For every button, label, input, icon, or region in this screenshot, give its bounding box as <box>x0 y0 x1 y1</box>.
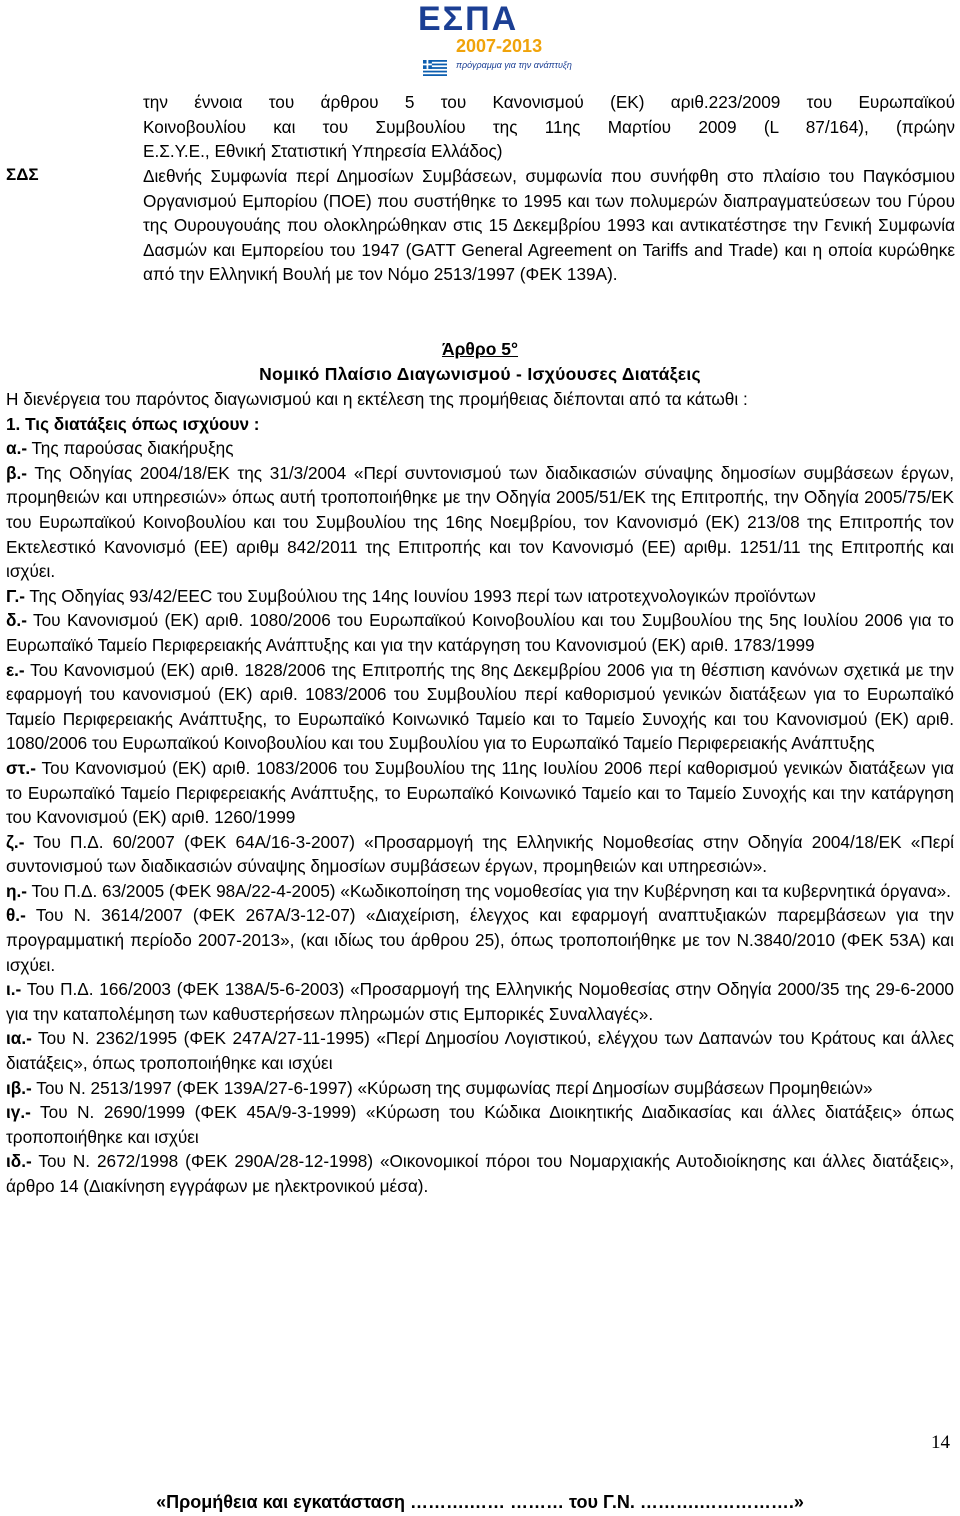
provision-text: Του Π.Δ. 166/2003 (ΦΕΚ 138Α/5-6-2003) «Προσαρμογή της Ελληνικής Νομοθεσίας στην Οδηγία 2000/35 της 29-6-2000 για την καταπολέμηση των καθυστερήσεων πληρωμών στις Εμπορικές Συναλλαγές». <box>6 979 954 1024</box>
provision-text: Του Κανονισμού (ΕΚ) αριθ. 1080/2006 του Ευρωπαϊκού Κοινοβουλίου και του Συμβουλίου της 5ης Ιουλίου 2006 για το Ευρωπαϊκό Ταμείο Περιφερειακής Ανάπτυξης και για την κατάργηση του Κανονισμού (ΕΚ) αριθ. 1783/1999 <box>6 610 954 655</box>
provision-label: ιγ.- <box>6 1102 31 1123</box>
provision-text: Της Οδηγίας 2004/18/ΕΚ της 31/3/2004 «Περί συντονισμού των διαδικασιών σύναψης δημοσίων συμβάσεων έργων, προμηθειών και υπηρεσιών» όπως αυτή τροποποιήθηκε με την Οδηγία 2005/51/ΕΚ της Επιτροπής, την Οδηγία 2005/75/ΕΚ του Ευρωπαϊκού Κοινοβουλίου και του Συμβουλίου της 16ης Νοεμβρίου, τον Κανονισμό (ΕΚ) 213/08 της Επιτροπής τον Εκτελεστικό Κανονισμό (ΕΕ) αριθμ 842/2011 της Επιτροπής και τον Κανονισμό (ΕΕ) αριθμ. 1251/11 της Επιτροπής και ισχύει. <box>6 462 954 582</box>
provision-text: Του Κανονισμού (ΕΚ) αριθ. 1828/2006 της Επιτροπής της 8ης Δεκεμβρίου 2006 για τη θέσπιση κανόνων σχετικά με την εφαρμογή του κανονισμού (ΕΚ) αριθ. 1083/2006 του Συμβουλίου περί καθορισμού γενικών διατάξεων για το Ευρωπαϊκό Ταμείο Περιφερειακής Ανάπτυξης, το Ευρωπαϊκό Κοινωνικό Ταμείο και το Ταμείο Συνοχής και του Κανονισμού (ΕΚ) αριθ. 1080/2006 του Ευρωπαϊκού Κοινοβουλίου και του Συμβουλίου για το Ευρωπαϊκό Ταμείο Περιφερειακής Ανάπτυξης <box>6 659 954 754</box>
provision-label: ιδ.- <box>6 1151 32 1172</box>
provision-text: Του Κανονισμού (ΕΚ) αριθ. 1083/2006 του Συμβουλίου της 11ης Ιουλίου 2006 περί καθορισμού γενικών διατάξεων για το Ευρωπαϊκό Ταμείο Περιφερειακής Ανάπτυξης, το Ευρωπαϊκό Κοινωνικό Ταμείο και το Ταμείο Συνοχής και την κατάργηση του Κανονισμού (ΕΚ) αριθ. 1260/1999 <box>6 757 954 828</box>
article-intro: Η διενέργεια του παρόντος διαγωνισμού και η εκτέλεση της προμήθειας διέπονται από τα κάτωθι : <box>6 389 748 409</box>
provision-text: Του Ν. 2672/1998 (ΦΕΚ 290Α/28-12-1998) «Οικονομικοί πόροι του Νομαρχιακής Αυτοδιοίκησης και άλλες διατάξεις», άρθρο 14 (Διακίνηση εγγράφων με ηλεκτρονικού μέσα). <box>6 1151 954 1196</box>
provision-label: ι.- <box>6 979 22 1000</box>
provision-label: ε.- <box>6 659 25 680</box>
definition-line-2: Κοινοβουλίου και του Συμβουλίου της 11ης Μαρτίου 2009 (L 87/164), (πρώην <box>143 116 955 137</box>
definition-line-1: την έννοια του άρθρου 5 του Κανονισμού (ΕΚ) αριθ.223/2009 του Ευρωπαϊκού <box>143 92 955 112</box>
provision-item <box>6 903 954 977</box>
logo-tagline: πρόγραμμα για την ανάπτυξη <box>456 60 572 70</box>
logo-text: ΕΣΠΑ <box>418 0 519 38</box>
provision-label: β.- <box>6 462 27 483</box>
provision-text: Του Π.Δ. 63/2005 (ΦΕΚ 98Α/22-4-2005) «Κωδικοποίηση της νομοθεσίας για την Κυβέρνηση και τα κυβερνητικά όργανα». <box>27 880 951 901</box>
provision-item <box>6 584 954 609</box>
provision-item <box>6 461 954 584</box>
definition-continuation <box>143 90 955 139</box>
provision-label: δ.- <box>6 610 27 631</box>
espa-logo <box>410 0 572 78</box>
provision-item <box>6 756 954 830</box>
provision-text: Του Ν. 3614/2007 (ΦΕΚ 267Α/3-12-07) «Διαχείριση, έλεγχος και εφαρμογή αναπτυξιακών παρεμβάσεων για την προγραμματική περίοδο 2007-2013», (και ιδίως του άρθρου 25), όπως τροποποιήθηκε με τον Ν.3840/2010 (ΦΕΚ 53Α) και ισχύει. <box>6 905 954 975</box>
provision-item <box>6 1149 954 1198</box>
provision-label: Γ.- <box>6 585 25 606</box>
provision-item <box>6 830 954 879</box>
greek-flag-icon <box>422 60 448 76</box>
provision-item <box>6 977 954 1026</box>
definition-term: ΣΔΣ <box>6 165 39 184</box>
provision-text: Της Οδηγίας 93/42/ΕΕC του Συμβούλιου της 14ης Ιουνίου 1993 περί των ιατροτεχνολογικών προϊόντων <box>24 585 816 606</box>
article-body <box>6 387 954 1199</box>
definition-line-3: Ε.Σ.Υ.Ε., Εθνική Στατιστική Υπηρεσία Ελλάδος) <box>143 141 503 161</box>
provision-item <box>6 608 954 657</box>
provision-item <box>6 1100 954 1149</box>
provision-label: α.- <box>6 438 28 459</box>
logo-years: 2007-2013 <box>456 36 543 56</box>
provision-text: Του Ν. 2362/1995 (ΦΕΚ 247Α/27-11-1995) «Περί Δημοσίου Λογιστικού, ελέγχου των Δαπανών του Κράτους και άλλες διατάξεις», όπως τροποποιήθηκε και ισχύει <box>6 1028 954 1074</box>
provision-list <box>6 436 954 1198</box>
provision-item <box>6 879 954 904</box>
provision-label: θ.- <box>6 905 26 926</box>
definition-text: Διεθνής Συμφωνία περί Δημοσίων Συμβάσεων, συμφωνία που συνήφθη στο πλαίσιο του Παγκόσμιου Οργανισμού Εμπορίου (ΠΟΕ) που συστήθηκε το 1995 και των πολυμερών διαπραγματεύσεων του Γύρου της Ουρουγουάης που ολοκληρώθηκαν στις 15 Δεκεμβρίου 1993 και αντικατέστησε την Γενική Συμφωνία Δασμών και Εμπορείου του 1947 (GATT General Agreement on Tariffs and Trade) και η οποία κυρώθηκε από την Ελληνική Βουλή με τον Νόμο 2513/1997 (ΦΕΚ 139Α). <box>143 166 955 285</box>
provision-text: Του Π.Δ. 60/2007 (ΦΕΚ 64Α/16-3-2007) «Προσαρμογή της Ελληνικής Νομοθεσίας στην Οδηγία 2004/18/ΕΚ «Περί συντονισμού των διαδικασιών σύναψης δημοσίων συμβάσεων έργων, προμηθειών και υπηρεσιών». <box>6 831 954 877</box>
provision-item <box>6 658 954 756</box>
article-number: Άρθρο 5° <box>441 339 519 359</box>
provision-label: στ.- <box>6 757 36 778</box>
section-heading: 1. Τις διατάξεις όπως ισχύουν : <box>6 413 260 434</box>
provision-item <box>6 436 954 461</box>
provision-label: ιβ.- <box>6 1077 32 1098</box>
provision-item <box>6 1026 954 1075</box>
provision-item <box>6 1076 954 1101</box>
provision-label: ζ.- <box>6 831 25 852</box>
article-title: Νομικό Πλαίσιο Διαγωνισμού - Ισχύουσες Διατάξεις <box>259 364 701 384</box>
provision-text: Της παρούσας διακήρυξης <box>27 438 234 459</box>
provision-label: η.- <box>6 880 27 901</box>
provision-text: Του Ν. 2690/1999 (ΦΕΚ 45Α/9-3-1999) «Κύρωση του Κώδικα Διοικητικής Διαδικασίας και άλλες διατάξεις» όπως τροποποιήθηκε και ισχύει <box>6 1102 954 1147</box>
page-number: 14 <box>931 1432 950 1453</box>
provision-text: Του Ν. 2513/1997 (ΦΕΚ 139Α/27-6-1997) «Κύρωση της συμφωνίας περί Δημοσίων συμβάσεων Προμηθειών» <box>31 1077 873 1098</box>
provision-label: ια.- <box>6 1028 32 1049</box>
page-footer: «Προμήθεια και εγκατάσταση ……….…… ……… του Γ.Ν. ……….…………….» <box>156 1492 804 1512</box>
